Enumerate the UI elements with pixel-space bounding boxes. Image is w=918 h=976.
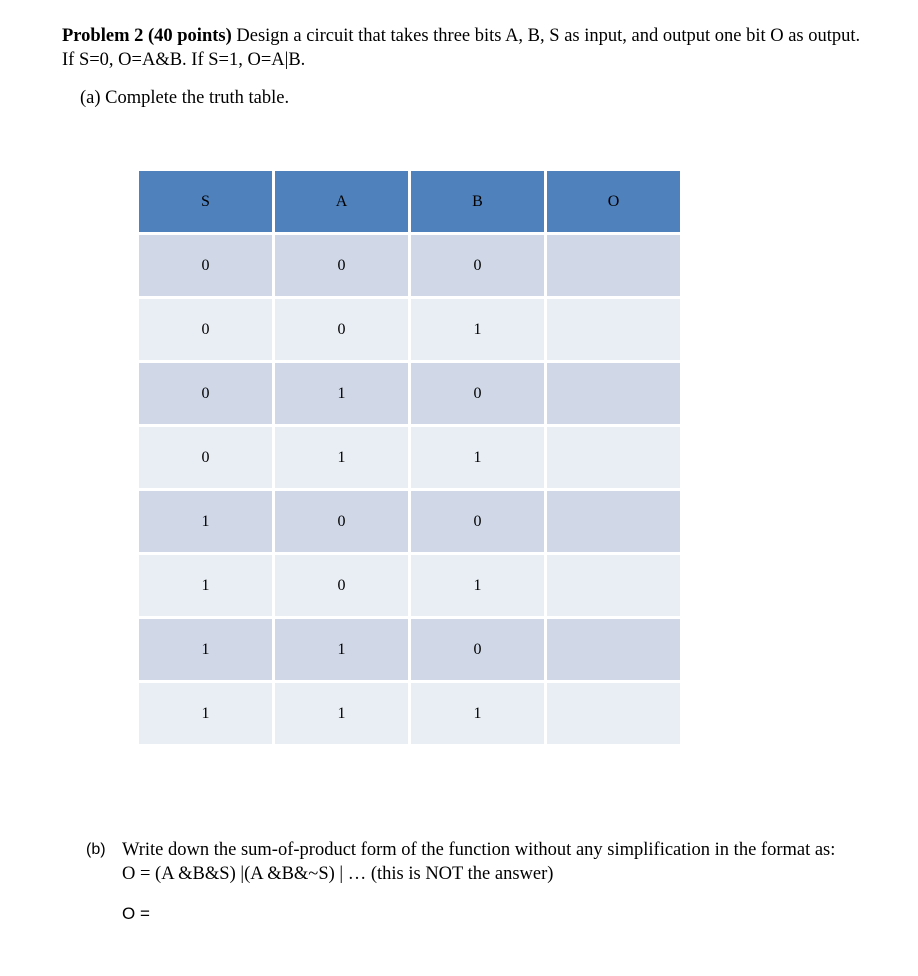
- cell-o[interactable]: [547, 299, 680, 360]
- cell-s: 0: [139, 363, 272, 424]
- table-row: [139, 299, 680, 360]
- cell-b: 1: [411, 427, 544, 488]
- cell-a: 0: [275, 299, 408, 360]
- cell-b: 1: [411, 555, 544, 616]
- header-b: B: [411, 171, 544, 232]
- cell-o[interactable]: [547, 491, 680, 552]
- problem-statement: [62, 24, 877, 72]
- table-row: [139, 235, 680, 296]
- cell-o[interactable]: [547, 427, 680, 488]
- cell-a: 1: [275, 683, 408, 744]
- cell-b: 0: [411, 235, 544, 296]
- table-header-row: [139, 171, 680, 232]
- cell-a: 1: [275, 427, 408, 488]
- cell-s: 1: [139, 619, 272, 680]
- cell-s: 0: [139, 299, 272, 360]
- part-a-instruction: (a) Complete the truth table.: [80, 88, 290, 108]
- cell-b: 0: [411, 491, 544, 552]
- cell-s: 0: [139, 235, 272, 296]
- table-row: [139, 427, 680, 488]
- header-a: A: [275, 171, 408, 232]
- cell-b: 1: [411, 683, 544, 744]
- cell-s: 0: [139, 427, 272, 488]
- cell-o[interactable]: [547, 619, 680, 680]
- cell-o[interactable]: [547, 235, 680, 296]
- cell-s: 1: [139, 491, 272, 552]
- table-row: [139, 683, 680, 744]
- cell-o[interactable]: [547, 555, 680, 616]
- cell-s: 1: [139, 683, 272, 744]
- table-row: [139, 555, 680, 616]
- part-b-text: Write down the sum-of-product form of the function without any simplification in the format as: O = (A &B&S) |(A &B&~S) | … (this is NOT the answer): [122, 840, 836, 884]
- table-row: [139, 363, 680, 424]
- cell-b: 0: [411, 619, 544, 680]
- cell-o[interactable]: [547, 363, 680, 424]
- truth-table: [136, 168, 683, 747]
- cell-s: 1: [139, 555, 272, 616]
- cell-a: 0: [275, 555, 408, 616]
- header-s: S: [139, 171, 272, 232]
- cell-a: 0: [275, 491, 408, 552]
- header-o: O: [547, 171, 680, 232]
- answer-label: O =: [122, 904, 150, 923]
- cell-a: 0: [275, 235, 408, 296]
- part-b-label: (b): [86, 841, 106, 858]
- table-row: [139, 619, 680, 680]
- cell-o[interactable]: [547, 683, 680, 744]
- cell-a: 1: [275, 619, 408, 680]
- cell-b: 1: [411, 299, 544, 360]
- problem-heading: Problem 2 (40 points): [62, 26, 232, 46]
- cell-a: 1: [275, 363, 408, 424]
- cell-b: 0: [411, 363, 544, 424]
- problem-text: Design a circuit that takes three bits A, B, S as input, and output one bit O as output. If S=0, O=A&B. If S=1, O=A|B.: [62, 26, 861, 70]
- table-row: [139, 491, 680, 552]
